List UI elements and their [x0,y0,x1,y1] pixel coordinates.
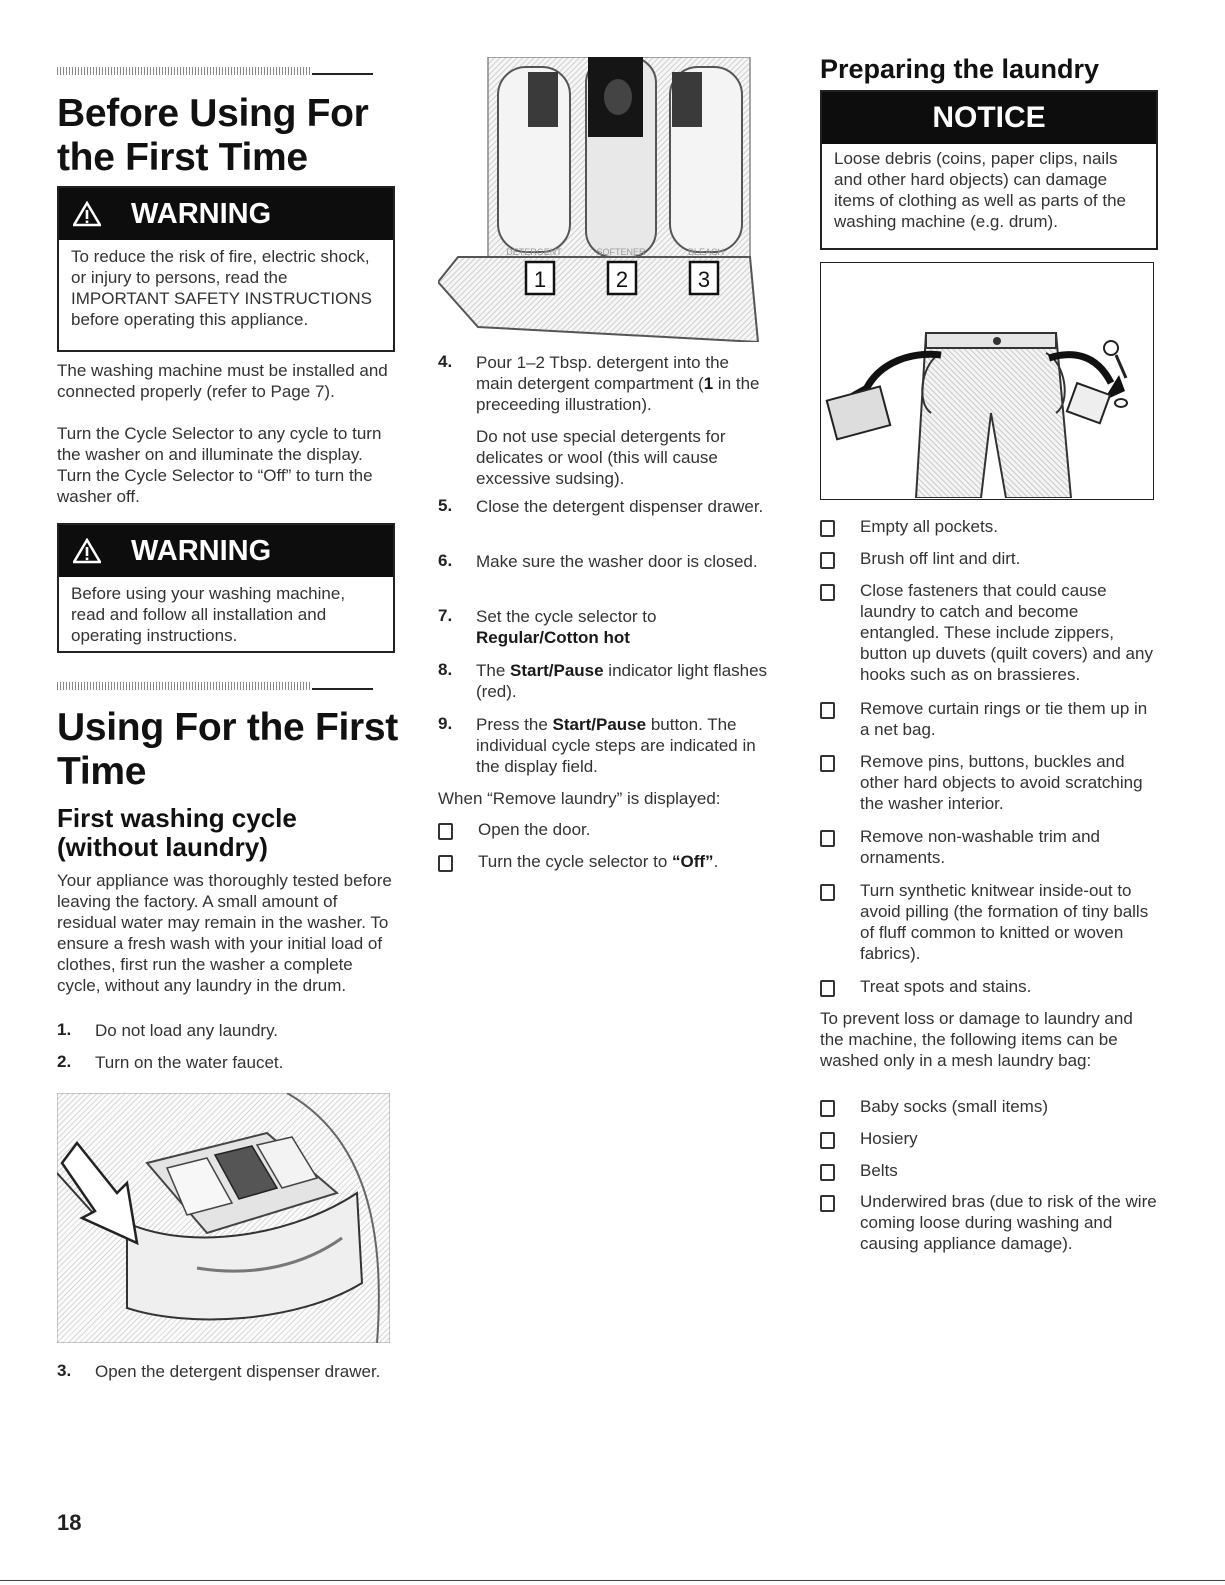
warning-title: WARNING [131,534,272,567]
warning-header [59,525,393,577]
checkbox-icon [438,823,453,840]
checklist-item: Remove non-washable trim and ornaments. [820,826,1160,868]
checkbox-icon [820,884,835,901]
notice-title: NOTICE [932,101,1046,134]
checkbox-icon [820,702,835,719]
checklist-item: Turn the cycle selector to “Off”. [438,851,768,872]
pants-drawing [821,263,1152,498]
section-rule [57,688,373,690]
checkbox-icon [820,584,835,601]
detergent-dispenser-illustration [438,57,768,342]
checklist-item: Remove pins, buttons, buckles and other hard objects to avoid scratching the washer interior. [820,751,1160,814]
checkbox-icon [820,520,835,537]
page-number: 18 [57,1510,82,1535]
when-remove-laundry: When “Remove laundry” is displayed: [438,789,721,808]
notice-text: Loose debris (coins, paper clips, nails and other hard objects) can damage items of clothing as well as parts of the washing machine (e.g. drum). [834,149,1126,231]
step-5: 5. Close the detergent dispenser drawer. [438,496,764,516]
compartment-label-3: 3 [697,267,711,292]
checkbox-icon [820,552,835,569]
checkbox-icon [820,1132,835,1149]
warning-title: WARNING [131,197,272,230]
checklist-item: Treat spots and stains. [820,976,1160,997]
step-7: 7. Set the cycle selector to Regular/Cotton hot [438,606,657,647]
compartment-name-detergent: DETERGENT [506,247,562,257]
step-1: 1. Do not load any laundry. [57,1020,279,1040]
checklist-item: Brush off lint and dirt. [820,548,1160,569]
bag-item: Belts [820,1160,1160,1181]
notice-box [820,90,1158,250]
step-3: 3. Open the detergent dispenser drawer. [57,1361,381,1381]
checklist-item: Open the door. [438,819,768,840]
checkbox-icon [820,980,835,997]
checklist-item: Close fasteners that could cause laundry to catch and become entangled. These include zippers, button up duvets (quilt covers) and any hooks such as on brassieres. [820,580,1160,685]
section-heading-preparing: Preparing the laundry [820,54,1100,84]
washer-drawer-drawing [57,1093,390,1343]
install-paragraph: The washing machine must be installed and connected properly (refer to Page 7). [57,361,388,401]
checkbox-icon [820,755,835,772]
checkbox-icon [438,855,453,872]
warning-header [59,188,393,240]
step-2: 2. Turn on the water faucet. [57,1052,284,1072]
compartment-name-bleach: BLEACH [687,247,725,257]
step-4: 4. Pour 1–2 Tbsp. detergent into the main detergent compartment (1 in the preceeding illustration). [438,352,760,414]
warning-triangle-icon [73,538,101,564]
page-bottom-rule [0,1580,1225,1581]
compartment-name-softener: SOFTENER [596,247,646,257]
pants-pockets-illustration [820,262,1154,500]
warning-text: Before using your washing machine, read and follow all installation and operating instructions. [71,584,346,645]
warning-box-2 [57,523,395,653]
page-heading-before-using: Before Using For the First Time [57,92,369,179]
checklist-item: Empty all pockets. [820,516,1160,537]
bag-item: Baby socks (small items) [820,1096,1160,1117]
checkbox-icon [820,1100,835,1117]
warning-box-1 [57,186,395,352]
warning-triangle-icon [73,201,101,227]
notice-header [822,92,1156,144]
compartment-label-1: 1 [533,267,547,292]
step-6: 6. Make sure the washer door is closed. [438,551,758,571]
checkbox-icon [820,1195,835,1212]
dispenser-drawing [438,57,768,342]
bag-item: Hosiery [820,1128,1160,1149]
page-heading-using: Using For the First Time [57,706,398,793]
step-4-note: Do not use special detergents for delicates or wool (this will cause excessive sudsing). [476,427,726,488]
bag-item: Underwired bras (due to risk of the wire coming loose during washing and causing appliance damage). [820,1191,1160,1254]
cycle-selector-paragraph: Turn the Cycle Selector to any cycle to turn the washer on and illuminate the display. Turn the Cycle Selector to “Off” to turn the washer off. [57,424,382,506]
section-rule [57,73,373,75]
mesh-bag-paragraph: To prevent loss or damage to laundry and the machine, the following items can be washed only in a mesh laundry bag: [820,1009,1133,1070]
checklist-item: Remove curtain rings or tie them up in a net bag. [820,698,1160,740]
checkbox-icon [820,830,835,847]
step-9: 9. Press the Start/Pause button. The individual cycle steps are indicated in the display field. [438,714,756,776]
subheading-first-cycle: First washing cycle (without laundry) [57,803,297,862]
compartment-label-2: 2 [615,267,629,292]
checklist-item: Turn synthetic knitwear inside-out to avoid pilling (the formation of tiny balls of fluff common to knitted or woven fabrics). [820,880,1160,964]
step-8: 8. The Start/Pause indicator light flashes (red). [438,660,768,701]
first-cycle-paragraph: Your appliance was thoroughly tested before leaving the factory. A small amount of residual water may remain in the washer. To ensure a fresh wash with your initial load of clothes, first run the washer a complete cycle, without any laundry in the drum. [57,871,392,995]
checkbox-icon [820,1164,835,1181]
washer-drawer-illustration [57,1093,390,1343]
warning-text: To reduce the risk of fire, electric shock, or injury to persons, read the IMPORTANT SAFETY INSTRUCTIONS before operating this appliance. [71,247,372,329]
